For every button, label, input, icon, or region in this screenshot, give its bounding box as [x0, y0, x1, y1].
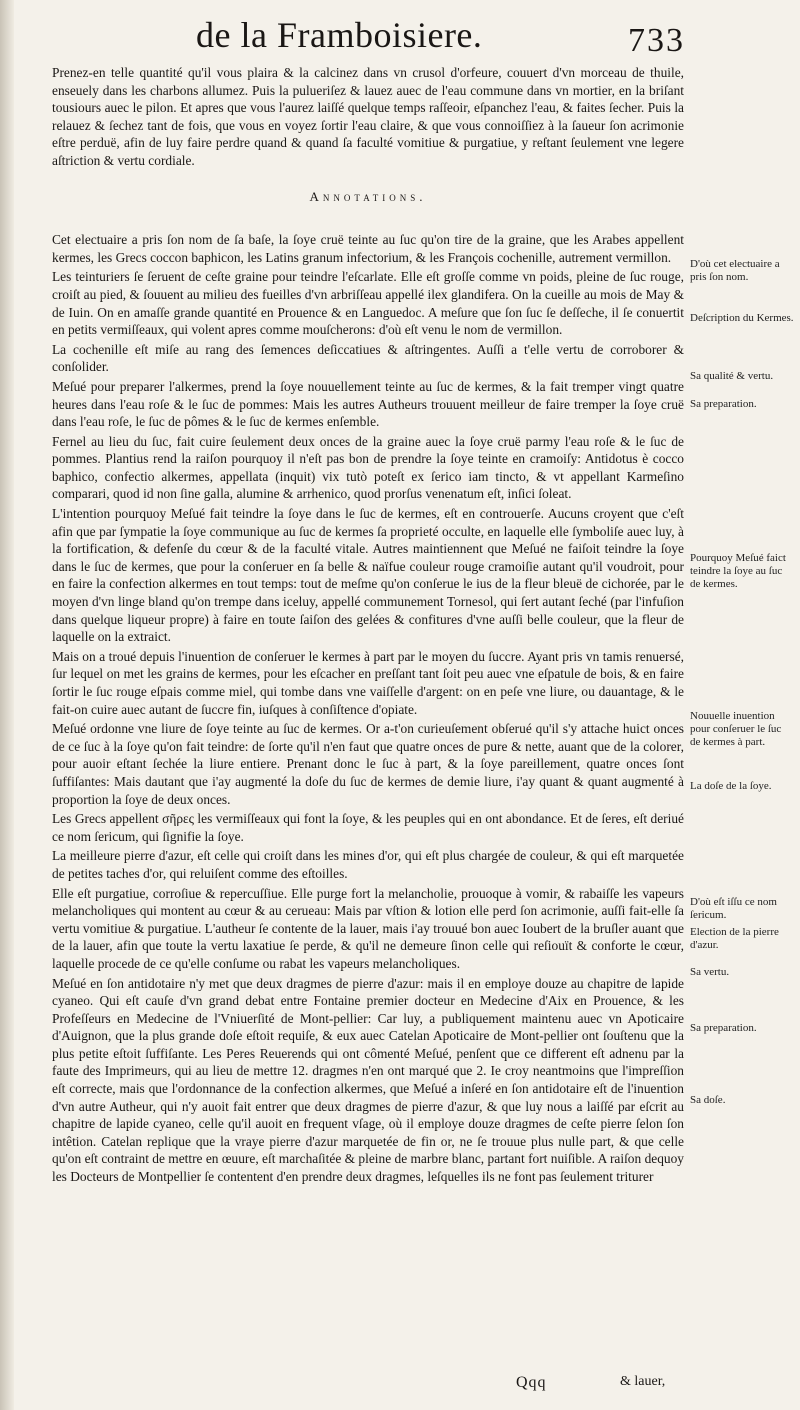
marginal-note: Sa vertu. [690, 966, 730, 978]
paragraph-9: Les Grecs appellent σῆρες les vermiſſeaux qui font la ſoye, & les peuples qui en ont abondance. Et de ſeres, eſt deriué ce nom ſericum, qui ſignifie la ſoye. [52, 811, 684, 844]
marginal-note: La doſe de la ſoye. [690, 780, 772, 792]
marginal-note: Sa doſe. [690, 1094, 726, 1106]
paragraph-2: Les teinturiers ſe ſeruent de ceſte graine pour teindre l'eſcarlate. Elle eſt groſſe comme vn poids, pleine de ſuc rouge, croiſt au pied, & ſouuent au milieu des fueilles d'vn arbriſſeau appellé ilex glandifera. On la cueille au mois de May & de Iuin. On en amaſſe grande quantité en Prouence & en Languedoc. A meſure que ſon ſuc ſe deſſeche, il ſe conuertit en petits vermiſſeaux, qui volent apres comme mouſcherons: d'où eſt venu le nom de vermillon. [52, 269, 684, 338]
marginal-note: Sa preparation. [690, 1022, 757, 1034]
page-number: 733 [628, 22, 685, 59]
marginal-note: D'où cet electuaire a pris ſon nom. [690, 258, 780, 284]
paragraph-3: La cochenille eſt miſe au rang des ſemences deſiccatiues & aſtringentes. Auſſi a t'elle vertu de corroborer & conſolider. [52, 341, 684, 375]
marginal-note: Sa preparation. [690, 398, 757, 410]
paragraph-4: Meſué pour preparer l'alkermes, prend la ſoye nouuellement teinte au ſuc de kermes, & la fait tremper vingt quatre heures dans l'eau roſe & le ſuc de pommes: Mais les autres Autheurs trouuent meilleur de faire tremper la ſoye cruë dans l'eau roſe, le ſuc de pômes & le ſuc de kermes enſemble. [52, 378, 684, 430]
paragraph-1: Cet electuaire a pris ſon nom de ſa baſe, la ſoye cruë teinte au ſuc qu'on tire de la graine, que les Arabes appellent kermes, les Grecs coccon baphicon, les Latins granum infectorium, & les François cochenille, autrement vermillon. [52, 232, 684, 265]
paragraph-7: Mais on a troué depuis l'inuention de conſeruer le kermes à part par le moyen du ſuccre. Ayant pris vn tamis renuersé, ſur lequel on met les grains de kermes, pour les eſcacher en preſſant tant ſoit peu auec vne eſpatule de bois, & en faire ſortir le ſuc rouge eſpais comme miel, qui tombe dans vne vaiſſelle d'argent: on en peſe vne liure, ou dauantage, & le fait-on cuire auec autant de ſuccre fin, iuſques à conſiſtence d'opiate. [52, 648, 684, 717]
section-heading: Annotations. [309, 188, 427, 204]
marginal-note: Deſcription du Kermes. [690, 312, 794, 324]
marginal-note: Election de la pierre d'azur. [690, 926, 779, 952]
paragraph-5: Fernel au lieu du ſuc, fait cuire ſeulement deux onces de la graine auec la ſoye cruë parmy l'eau roſe & le ſuc de pommes. Plantius rend la raiſon pourquoy il n'eſt pas bon de prendre la ſoye teinte en cramoiſy: Antidotus è cocco baphico, confectio alkermes, appellata (inquit) vix tutò poteſt ex ſerico iam tincto, & vt appellant Karmeſino comparari, quod id non ſine galla, alumine & arrhenico, quod prorſus venenatum eſt, inſici ſoleat. [52, 433, 684, 502]
marginal-note: Sa qualité & vertu. [690, 370, 774, 382]
paragraph-12: Meſué en ſon antidotaire n'y met que deux dragmes de pierre d'azur: mais il en employe douze au chapitre de lapide cyaneo. Qui eſt cauſe d'vn grand debat entre Fontaine premier docteur en Medecine d'Aix en Prouence, & les Profeſſeurs en Medecine de l'Vniuerſité de Mont-pellier: Car luy, a publiquement maintenu auec vn Apoticaire d'Auignon, que la plus grande doſe eſtoit requiſe, & eux auec Catelan Apoticaire de Mont-pellier ont ſouſtenu que la plus petite eſtoit ſuffiſante. Les Peres Reuerends qui ont cômenté Meſué, penſent que ce different eſt adnenu par la faute des Imprimeurs, qui au lieu de mettre 12. dragmes n'en ont marqué que 2. Ie croy neantmoins que l'impreſſion eſt correcte, mais que l'ordonnance de la confection alkermes, que Meſué a inſeré en ſon antidotaire eſt de l'inuention d'vn autre Autheur, qui n'y auoit fait entrer que deux dragmes de pierre d'azur, & que luy nous a laiſſé par eſcrit au chapitre de lapide cyaneo, celle qu'il auoit en frequent vſage, où il employe douze dragmes de ceſte pierre ſelon ſon intêtion. Catelan replique que la vraye pierre d'azur marquetée de fin or, ne ſe trouue plus nulle part, & que celle qu'on eſt contraint de mettre en œuure, eſt marchaſitée & pleine de marbre blanc, partant fort nuiſible. A raiſon dequoy les Docteurs de Montpellier ſe contentent d'en prendre deux dragmes, leſquelles ils ne font pas ſeulement triturer [52, 975, 684, 1185]
main-text-column [52, 64, 684, 1186]
paragraph-6: L'intention pourquoy Meſué fait teindre la ſoye dans le ſuc de kermes, eſt en controuerſe. Aucuns croyent que c'eſt afin que par ſympatie la ſoye communique au ſuc de kermes ſa proprieté occulte, en laquelle elle ſymboliſe auec luy, à la fortification, & defenſe du cœur & de la faculté vitale. Autres maintiennent que Meſué ne faiſoit teindre la ſoye dans le ſuc de kermes, que pour la conſeruer en ſa belle & naïfue couleur rouge cramoiſie autant qu'il voudroit, pour en faire la confection alkermes en tout temps: tout de meſme qu'on conſerue le ius de la fleur bleuë de cichorée, par le moyen d'vn linge bland qu'on trempe dans iceluy, appellé communement Tornesol, qui ſert autant ſeché (par l'infuſion dans quelque liqueur propre) à faire en toute ſaiſon des gelées & confitures d'vne auſſi belle couleur, que la fleur de laquelle on la extraict. [52, 506, 684, 645]
marginal-note: D'où eſt iſſu ce nom ſericum. [690, 896, 777, 922]
signature-mark: Qqq [516, 1374, 547, 1391]
paragraph-8: Meſué ordonne vne liure de ſoye teinte au ſuc de kermes. Or a-t'on curieuſement obſerué qu'il s'y attache huict onces de ce ſuc à la ſoye qu'on fait teindre: de ſorte qu'il n'en faut que quatre onces de pure & nette, auant que de la colorer, pour auoir eſtant ſechée la liure entiere. Prenant donc le ſuc à part, & la ſoye pareillement, quatre onces ſont ſuffiſantes: Mais dautant que i'ay augmenté la doſe du ſuc de kermes de demie liure, i'ay quant & quant augmenté à proportion la ſoye de deux onces. [52, 721, 684, 807]
catchword: & lauer, [620, 1374, 666, 1389]
intro-paragraph: Prenez-en telle quantité qu'il vous plaira & la calcinez dans vn crusol d'orfeure, couuert d'vn morceau de thuile, enseuely dans les charbons allumez. Puis la pulueriſez & lauez auec de l'eau commune dans vn mortier, en la briſant tousiours auec le pilon. Et apres que vous l'aurez laiſſé quelque temps raſſeoir, eſpanchez l'eau, & faites ſecher. Puis la relauez & ſechez tant de fois, que vous en voyez ſortir l'eau claire, & que vous connoiſſiez à la ſaueur ſon acrimonie eſtre perduë, afin de luy faire perdre quand & quand ſa faculté vomitiue & purgatiue, y reſtant ſeulement vne legere aſtriction & vertu cordiale. [52, 65, 684, 168]
marginal-note: Pourquoy Meſué faict teindre la ſoye au ſuc de kermes. [690, 552, 786, 591]
paragraph-11: Elle eſt purgatiue, corroſiue & repercuſſiue. Elle purge fort la melancholie, prouoque à vomir, & rabaiſſe les vapeurs melancholiques qui montent au cœur & au cerueau: Mais par vſtion & lotion elle perd ſon acrimonie, auſſi fait-elle ſa vertu vomitiue & purgatiue. L'autheur ſe contente de la lauer, mais i'ay trouué bon auec Ioubert de la bruſler auant que de la lauer, afin que toute la vertu laxatiue ſe perde, & qu'il ne demeure ſinon celle qui reſiouït & conforte le cœur, laquelle procede de ce qu'elle conſume ou rabat les vapeurs melancholiques. [52, 885, 684, 971]
paragraph-10: La meilleure pierre d'azur, eſt celle qui croiſt dans les mines d'or, qui eſt plus chargée de couleur, & qui eſt marquetée de petites taches d'or, qui reluiſent comme des eſtoilles. [52, 848, 684, 881]
binding-shadow [0, 0, 14, 1410]
marginal-note: Nouuelle inuention pour conſeruer le ſuc de kermes à part. [690, 710, 782, 749]
running-head: de la Framboisiere. [196, 15, 483, 55]
